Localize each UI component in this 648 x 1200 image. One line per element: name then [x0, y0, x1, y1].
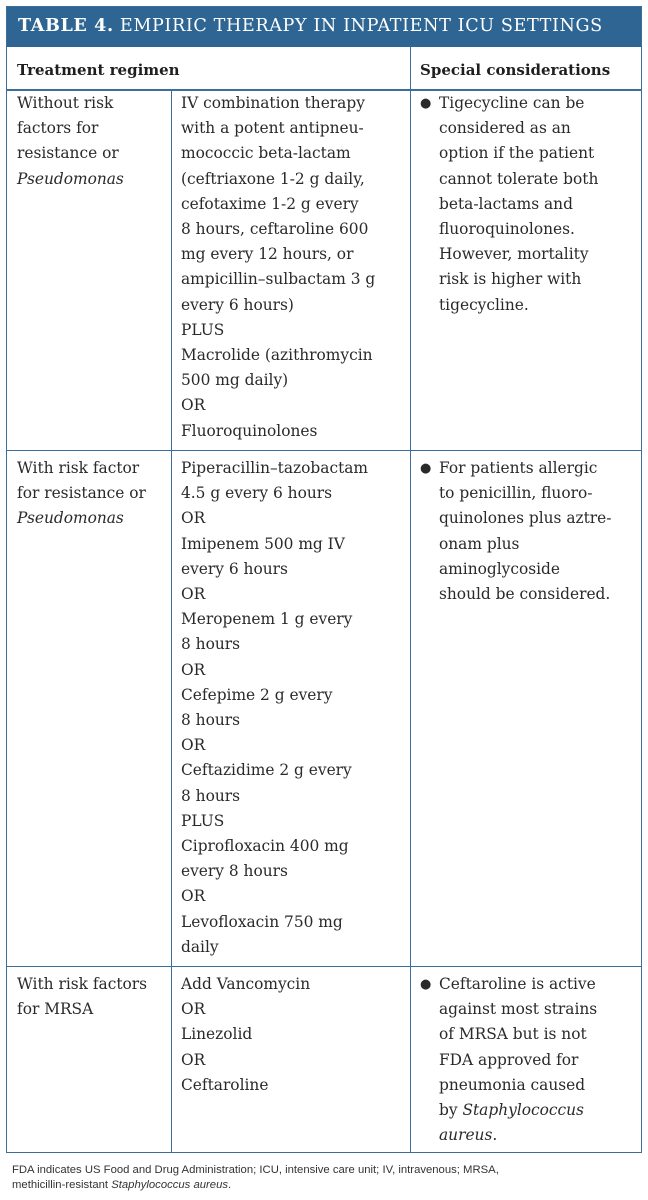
bullet-icon: ● — [420, 96, 432, 111]
consideration-line: Ceftaroline is active — [439, 975, 596, 993]
header-treatment-regimen: Treatment regimen — [17, 61, 180, 79]
consideration-text — [439, 91, 598, 318]
consideration-line: cannot tolerate both — [439, 169, 599, 188]
consideration-text — [439, 456, 611, 607]
footnote-line: FDA indicates US Food and Drug Administration; ICU, intensive care unit; IV, intravenous; MRSA, — [12, 1164, 499, 1176]
row3-therapy — [181, 972, 409, 1098]
bullet-icon: ● — [420, 977, 432, 992]
therapy-line: Linezolid — [181, 1025, 253, 1044]
therapy-line: Fluoroquinolones — [181, 421, 318, 440]
therapy-line: PLUS — [181, 320, 225, 339]
footnote-fragment: . — [228, 1179, 232, 1191]
therapy-line: Ciprofloxacin 400 mg — [181, 837, 349, 856]
therapy-line: OR — [181, 396, 206, 415]
row2-consideration — [420, 456, 638, 616]
condition-line: Pseudomonas — [17, 169, 124, 188]
consideration-line: against most strains — [439, 1000, 598, 1019]
consideration-fragment: . — [492, 1126, 498, 1145]
row3-consideration — [420, 972, 638, 1152]
therapy-line: OR — [181, 585, 206, 604]
bullet-icon: ● — [420, 461, 432, 476]
therapy-line: Macrolide (azithromycin — [181, 346, 373, 365]
row2-condition — [17, 456, 167, 532]
consideration-text — [439, 972, 597, 1148]
therapy-line: Meropenem 1 g every — [181, 610, 353, 629]
consideration-line: For patients allergic — [439, 459, 598, 477]
row2-therapy — [181, 456, 409, 960]
consideration-line: fluoroquinolones. — [439, 220, 575, 239]
therapy-line: 500 mg daily) — [181, 371, 289, 390]
therapy-line: OR — [181, 1050, 206, 1069]
therapy-line: 8 hours — [181, 786, 241, 805]
table-title — [7, 7, 641, 47]
therapy-line: ampicillin–sulbactam 3 g — [181, 270, 376, 289]
condition-line: Without risk — [17, 94, 114, 112]
therapy-line: Ceftaroline — [181, 1075, 269, 1094]
therapy-line: OR — [181, 1000, 206, 1019]
row1-therapy — [181, 91, 409, 444]
condition-line: for resistance or — [17, 484, 146, 503]
consideration-fragment: by — [439, 1101, 463, 1120]
therapy-line: 8 hours — [181, 711, 241, 730]
header-special-considerations: Special considerations — [420, 61, 611, 79]
therapy-line: every 8 hours — [181, 862, 288, 881]
consideration-line: However, mortality — [439, 245, 589, 264]
column-divider — [171, 90, 172, 1152]
therapy-line: OR — [181, 887, 206, 906]
consideration-line — [439, 1123, 597, 1148]
consideration-line: beta-lactams and — [439, 194, 573, 213]
therapy-line: cefotaxime 1-2 g every — [181, 194, 359, 213]
consideration-line: should be considered. — [439, 585, 611, 604]
therapy-line: Cefepime 2 g every — [181, 685, 333, 704]
table-title-number: TABLE 4. — [18, 15, 114, 36]
therapy-line: Add Vancomycin — [181, 975, 311, 993]
therapy-line: daily — [181, 937, 219, 956]
therapy-line: OR — [181, 736, 206, 755]
therapy-line: PLUS — [181, 811, 225, 830]
column-divider — [410, 47, 411, 1152]
therapy-line: OR — [181, 660, 206, 679]
therapy-line: 4.5 g every 6 hours — [181, 484, 332, 503]
consideration-line: of MRSA but is not — [439, 1025, 587, 1044]
consideration-line: risk is higher with — [439, 270, 582, 289]
table-title-text: EMPIRIC THERAPY IN INPATIENT ICU SETTINGS — [113, 16, 603, 36]
consideration-line: FDA approved for — [439, 1050, 579, 1069]
therapy-line: mg every 12 hours, or — [181, 245, 354, 264]
therapy-line: Levofloxacin 750 mg — [181, 912, 343, 931]
condition-line: for MRSA — [17, 1000, 94, 1019]
therapy-line: Piperacillin–tazobactam — [181, 459, 369, 477]
therapy-line: OR — [181, 509, 206, 528]
consideration-line: onam plus — [439, 534, 520, 553]
consideration-line — [439, 1098, 597, 1123]
therapy-line: IV combination therapy — [181, 94, 365, 112]
therapy-line: (ceftriaxone 1-2 g daily, — [181, 169, 365, 188]
condition-line: With risk factor — [17, 459, 140, 477]
consideration-line: to penicillin, fluoro- — [439, 484, 593, 503]
footnote-fragment: methicillin-resistant — [12, 1179, 112, 1191]
consideration-line: option if the patient — [439, 144, 595, 163]
therapy-line: 8 hours, ceftaroline 600 — [181, 220, 369, 239]
row3-condition — [17, 972, 167, 1022]
consideration-line: considered as an — [439, 119, 571, 138]
therapy-line: Ceftazidime 2 g every — [181, 761, 352, 780]
consideration-line: Tigecycline can be — [439, 94, 585, 112]
row1-condition — [17, 91, 167, 192]
therapy-line: every 6 hours) — [181, 295, 294, 314]
therapy-line: every 6 hours — [181, 559, 288, 578]
consideration-fragment: aureus — [439, 1126, 493, 1145]
consideration-line: pneumonia caused — [439, 1075, 586, 1094]
footnote-line — [12, 1178, 638, 1193]
condition-line: Pseudomonas — [17, 509, 124, 528]
therapy-line: mococcic beta-lactam — [181, 144, 351, 163]
consideration-line: quinolones plus aztre- — [439, 509, 612, 528]
therapy-line: with a potent antipneu- — [181, 119, 364, 138]
condition-line: With risk factors — [17, 975, 148, 993]
table-4 — [6, 6, 642, 1153]
table-footnote — [12, 1163, 638, 1193]
row-divider — [7, 966, 641, 967]
condition-line: factors for — [17, 119, 99, 138]
consideration-line: tigecycline. — [439, 295, 529, 314]
consideration-fragment: Staphylococcus — [462, 1101, 584, 1120]
condition-line: resistance or — [17, 144, 119, 163]
consideration-line: aminoglycoside — [439, 559, 561, 578]
footnote-fragment: Staphylococcus aureus — [111, 1179, 229, 1191]
row1-consideration — [420, 91, 638, 331]
row-divider — [7, 450, 641, 451]
therapy-line: Imipenem 500 mg IV — [181, 534, 345, 553]
therapy-line: 8 hours — [181, 635, 241, 654]
